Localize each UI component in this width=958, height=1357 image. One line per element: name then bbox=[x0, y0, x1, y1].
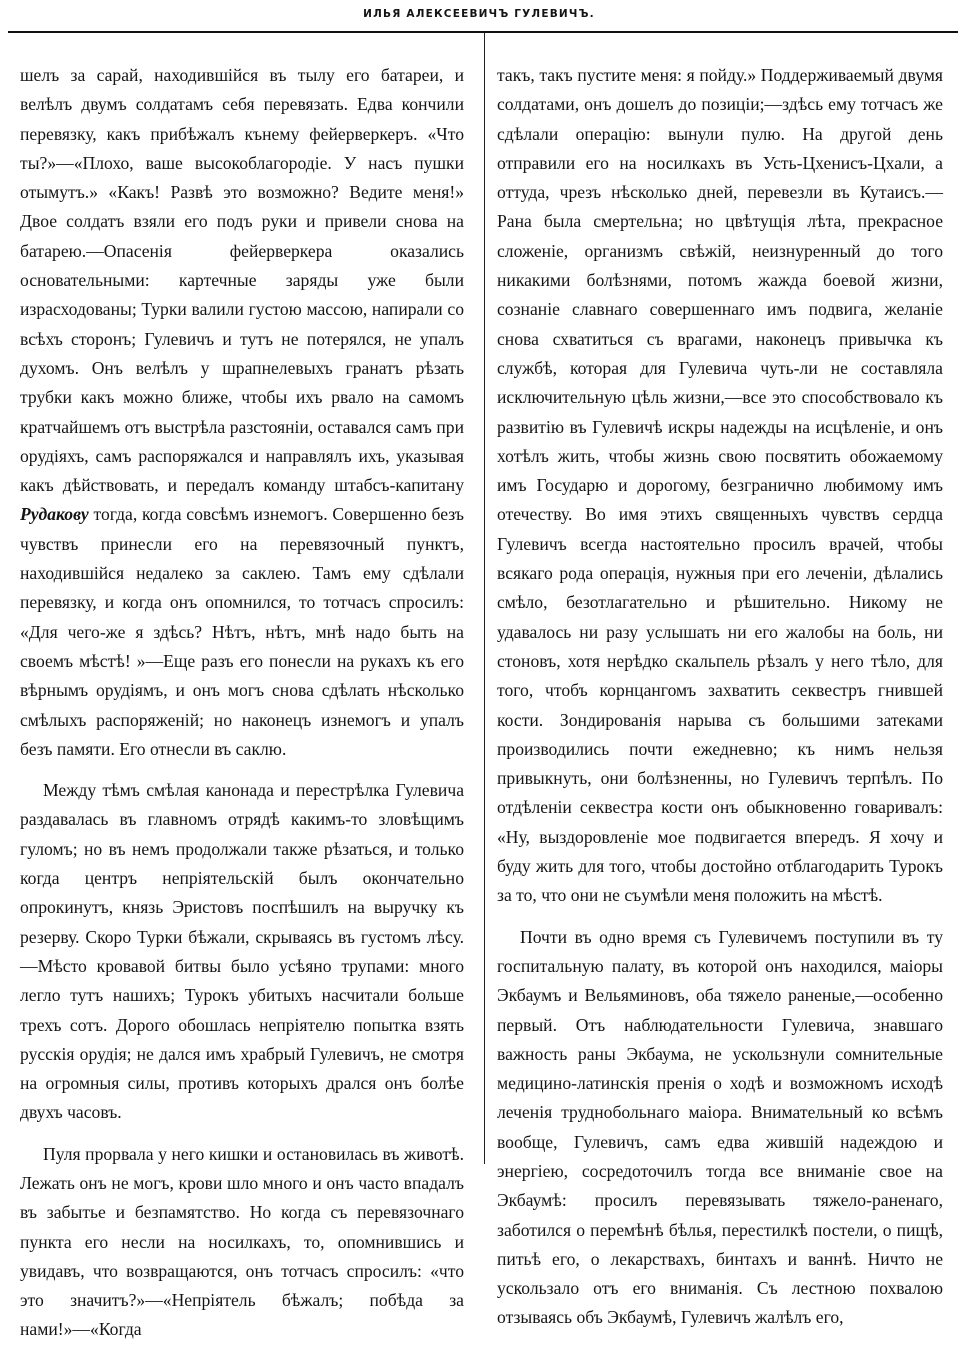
column-divider bbox=[484, 33, 485, 1164]
italic-name: Рудакову bbox=[20, 504, 89, 525]
right-column bbox=[497, 61, 943, 1345]
header-rule bbox=[8, 31, 958, 33]
paragraph-text: тогда, когда совсѣмъ изнемогъ. Совершенно безъ чувствъ принесли его на перевязочный пунктъ, находившійся недалеко за саклею. Тамъ ему сдѣлали перевязку, и когда онъ опомнился, то тотчасъ спросилъ: «Для чего-же я здѣсь? Нѣтъ, нѣтъ, мнѣ надо быть на своемъ мѣстѣ! »—Еще разъ его понесли на рукахъ къ его вѣрнымъ орудіямъ, и онъ могъ снова сдѣлать нѣсколько смѣлыхъ распоряженій; но наконецъ изнемогъ и упалъ безъ памяти. Его отнесли въ саклю. bbox=[20, 504, 464, 759]
paragraph: Пуля прорвала у него кишки и остановилась въ животѣ. Лежать онъ не могъ, крови шло много и онъ часто впадалъ въ забытье и безпамятство. Но когда съ перевязочнаго пункта его несли на носилкахъ, то, опомнившись и увидавъ, что возвращаются, онъ тотчасъ спросилъ: «что это значитъ?»—«Непріятель бѣжалъ; побѣда за нами!»—«Когда bbox=[20, 1143, 464, 1340]
paragraph: Почти въ одно время съ Гулевичемъ поступили въ ту госпитальную палату, въ которой онъ находился, маіоры Экбаумъ и Вельяминовъ, оба тяжело раненые,—особенно первый. Отъ наблюдательности Гулевича, знавшаго важность раны Экбаума, не ускользнули сомнительные медицино-латинскія пренія о ходѣ и возможномъ исходѣ леченія труднобольнаго маіора. Внимательный ко всѣмъ вообще, Гулевичъ, самъ едва жившій надеждою и энергіею, сосредоточилъ тогда все вниманіе свое на Экбаумѣ: просилъ перевязывать тяжело-раненаго, заботился о перемѣнѣ бѣлья, перестилкѣ постели, о пищѣ, питьѣ его, о лекарствахъ, бинтахъ и ваннѣ. Ничто не ускользало отъ его вниманія. Съ лестною похвалою отзываясь объ Экбаумѣ, Гулевичъ жалѣлъ его, bbox=[497, 926, 943, 1328]
paragraph: такъ, такъ пустите меня: я пойду.» Поддерживаемый двумя солдатами, онъ дошелъ до позиціи;—здѣсь ему тотчасъ же сдѣлали операцію: вынули пулю. На другой день отправили его на носилкахъ въ Усть-Цхенисъ-Цхали, а оттуда, чрезъ нѣсколько дней, перевезли въ Кутаисъ.—Рана была смертельна; но цвѣтущія лѣта, прекрасное сложеніе, организмъ свѣжій, неизнуренный до того никакими болѣзнями, потомъ жажда боевой жизни, сознаніе славнаго совершеннаго имъ подвига, желаніе снова схватиться съ врагами, наконецъ привычка къ службѣ, которая для Гулевича чуть-ли не составляла исключительную цѣль жизни,—все это способствовало къ развитію въ Гулевичѣ искры надежды на исцѣленіе, и онъ хотѣлъ жить, чтобы жизнь свою посвятить обожаемому имъ Государю и дорогому, безгранично любимому имъ отечеству. Во имя этихъ священныхъ чувствъ сердца Гулевичъ всегда настоятельно просилъ врачей, чтобы всякаго рода операція, нужныя при его леченіи, дѣлались смѣло, безотлагательно и рѣшительно. Никому не удавалось ни разу услышать ни его жалобы на боль, ни стоновъ, хотя нерѣдко скальпель рѣзалъ у него тѣло, для того, чтобъ корнцангомъ захватить секвестръ гнившей кости. Зондированія нарыва съ большими затеками производились почти ежедневно; къ нимъ нельзя привыкнуть, они болѣзненны, но Гулевичъ терпѣлъ. По отдѣленіи секвестра кости онъ обыкновенно говаривалъ: «Ну, выздоровленіе мое подвигается впередъ. Я хочу и буду жить для того, чтобы достойно отблагодарить Турокъ за то, что они не съумѣли меня положить на мѣстѣ. bbox=[497, 65, 943, 906]
running-title: ИЛЬЯ АЛЕКСЕЕВИЧЪ ГУЛЕВИЧЪ. bbox=[363, 8, 595, 20]
paragraph: Между тѣмъ смѣлая канонада и перестрѣлка Гулевича раздавалась въ главномъ отрядѣ какимъ-то зловѣщимъ гуломъ; но въ немъ продолжали также рѣзаться, и только когда центръ непріятельскій былъ окончательно опрокинутъ, князь Эристовъ поспѣшилъ на выручку къ резерву. Скоро Турки бѣжали, скрываясь въ густомъ лѣсу.—Мѣсто кровавой битвы было усѣяно трупами: много легло тутъ нашихъ; Турокъ убитыхъ насчитали больше трехъ сотъ. Дорого обошлась непріятелю попытка взять русскія орудія; не дался имъ храбрый Гулевичъ, не смотря на огромныя силы, противъ которыхъ дрался онъ болѣе двухъ часовъ. bbox=[20, 780, 464, 1123]
left-column bbox=[20, 61, 464, 1357]
paragraph-text: шелъ за сарай, находившійся въ тылу его батареи, и велѣлъ двумъ солдатамъ себя перевязать. Едва кончили перевязку, какъ прибѣжалъ кънему фейерверкеръ. «Что ты?»—«Плохо, ваше высокоблагородіе. У насъ пушки отымутъ.» «Какъ! Развѣ это возможно? Ведите меня!» Двое солдатъ взяли его подъ руки и привели снова на батарею.—Опасенія фейерверкера оказались основательными: картечные заряды уже были израсходованы; Турки валили густою массою, напирали со всѣхъ сторонъ; Гулевичъ и тутъ не потерялся, не упалъ духомъ. Онъ велѣлъ у шрапнелевыхъ гранатъ рѣзать трубки какъ можно ближе, чтобы ихъ рвало на самомъ кратчайшемъ отъ выстрѣла разстояніи, оставался самъ при орудіяхъ, самъ распоряжался и направлялъ ихъ, указывая какъ дѣйствовать, и передалъ команду штабсъ-капитану bbox=[20, 65, 464, 496]
paragraph bbox=[20, 61, 464, 764]
